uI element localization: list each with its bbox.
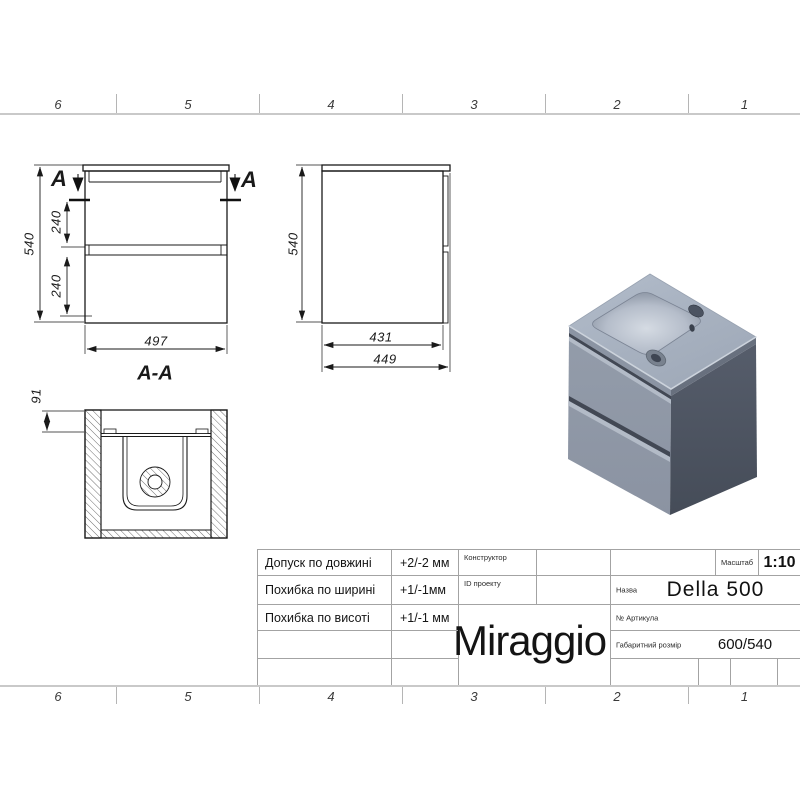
overall-size-cell [610, 630, 800, 658]
constructor-value-cell [536, 549, 610, 575]
empty-cell [257, 658, 391, 685]
ruler-bottom-zone-6 [0, 687, 117, 704]
dim-counter-height: 91 [28, 388, 44, 404]
brand-cell [453, 604, 610, 685]
scale-label: Масштаб [715, 549, 758, 575]
empty-cell [391, 630, 458, 658]
ruler-zone-label: 2 [613, 689, 621, 704]
ruler-zone-label: 1 [740, 97, 749, 112]
empty-cell [698, 658, 730, 685]
project-id-value-cell [536, 575, 610, 604]
ruler-bottom-zone-5 [117, 687, 260, 704]
article-label: № Артикула [616, 613, 659, 622]
ruler-zone-label: 4 [327, 689, 335, 704]
tolerance-length-label: Допуск по довжині [257, 549, 391, 575]
ruler-zone-label: 5 [184, 97, 192, 112]
ruler-bottom [0, 685, 800, 709]
empty-cell [610, 549, 715, 575]
ruler-bottom-zone-4 [260, 687, 403, 704]
ruler-zone-label: 1 [740, 689, 749, 704]
product-name-label: Назва [616, 585, 638, 595]
ruler-zone-label: 5 [184, 689, 192, 704]
empty-cell [391, 658, 458, 685]
article-cell [610, 604, 800, 630]
product-name-value: Della 500 [666, 578, 765, 601]
ruler-zone-label: 2 [613, 97, 621, 112]
front-dimensions [34, 165, 227, 354]
section-cut-markers [69, 174, 241, 200]
tolerance-length-value: +2/-2 мм [391, 549, 458, 575]
dim-side-depth: 431 [369, 329, 393, 345]
empty-cell [610, 658, 698, 685]
iso-view [568, 274, 757, 515]
tolerance-width-label: Похибка по ширині [257, 575, 391, 604]
constructor-cell [458, 549, 536, 575]
title-block [257, 549, 800, 685]
constructor-label: Конструктор [464, 553, 507, 562]
ruler-bottom-zone-3 [403, 687, 546, 704]
overall-size-value: 600/540 [717, 636, 773, 653]
brand-logo-text: Miraggio [453, 617, 607, 664]
empty-cell [777, 658, 800, 685]
tolerance-width-value: +1/-1мм [391, 575, 458, 604]
project-id-cell [458, 575, 536, 604]
section-view [42, 410, 227, 538]
empty-cell [730, 658, 777, 685]
ruler-zone-label: 3 [470, 97, 478, 112]
scale-value: 1:10 [758, 549, 800, 575]
product-name-cell [610, 575, 800, 604]
dim-front-width: 497 [144, 333, 168, 349]
ruler-bottom-zone-2 [546, 687, 689, 704]
section-marker-left: A [51, 166, 67, 191]
ruler-zone-label: 6 [54, 97, 62, 112]
dim-front-drawer-bottom: 240 [48, 274, 64, 298]
overall-size-label: Габаритний розмір [616, 640, 682, 649]
dim-front-drawer-top: 240 [48, 210, 64, 234]
dim-side-depth-full: 449 [373, 351, 397, 367]
section-dimensions [42, 411, 84, 432]
ruler-zone-label: 3 [470, 689, 478, 704]
dim-side-height: 540 [285, 232, 301, 256]
tolerance-height-label: Похибка по висоті [257, 604, 391, 630]
ruler-zone-label: 4 [327, 97, 335, 112]
ruler-bottom-zone-1 [689, 687, 800, 704]
project-id-label: ID проекту [464, 579, 501, 588]
section-title: A-A [137, 362, 173, 385]
section-marker-right: A [241, 167, 257, 192]
dim-front-height: 540 [21, 232, 37, 256]
front-view [34, 165, 241, 354]
empty-cell [257, 630, 391, 658]
ruler-zone-label: 6 [54, 689, 62, 704]
tolerance-height-value: +1/-1 мм [391, 604, 458, 630]
